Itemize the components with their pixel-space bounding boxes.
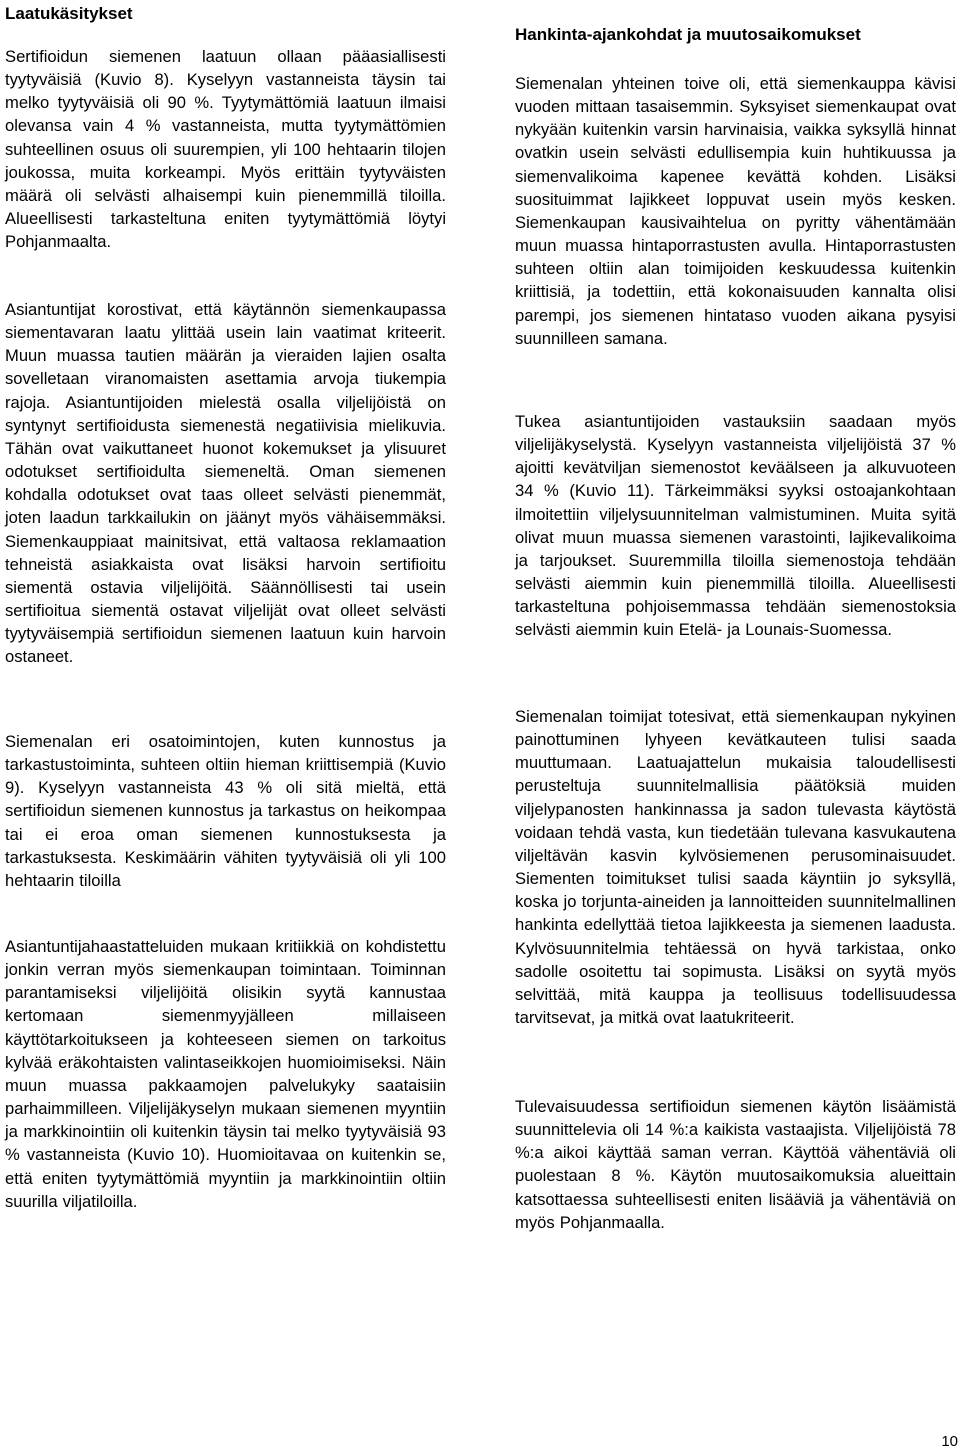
section-heading-quality: Laatukäsitykset: [5, 4, 133, 23]
paragraph: Siemenalan toimijat totesivat, että siemenkaupan nykyinen painottuminen lyhyeen kevätkauteen tulisi saada muuttumaan. Laatuajattelun mukaisia taloudellisesti perusteltuja suunnitelmallisia päätöksiä muiden viljelypanosten hankinnassa ja sadon tulevasta käytöstä voidaan tehdä vasta, kun tiedetään tulevana kasvukautena viljeltävän kasvin kylvösiemenen perusominaisuudet. Siementen toimitukset tulisi saada käyntiin jo syksyllä, koska jo torjunta-aineiden ja lannoitteiden suunnitelmallinen hankinta edellyttää tietoa lajikkeesta ja siemenen laadusta. Kylvösuunnitelmia tehtäessä on hyvä tarkistaa, onko sadolle osoitettu tai sopimusta. Lisäksi on syytä myös selvittää, mitä kauppa ja teollisuus todellisuudessa tarvitsevat, ja mitkä ovat laatukriteerit.: [515, 707, 956, 1028]
paragraph: Sertifioidun siemenen laatuun ollaan pääasiallisesti tyytyväisiä (Kuvio 8). Kyselyyn vastanneista täysin tai melko tyytyväisiä oli 90 %. Tyytymättömiä laatuun ilmaisi olevansa vain 4 % vastanneista, mutta tyytymättömien suhteellinen osuus oli suurempien, yli 100 hehtaarin tilojen joukossa, muita korkeampi. Myös erittäin tyytyväisten määrä oli selvästi alhaisempi kuin pienemmillä tiloilla. Alueellisesti tarkasteltuna eniten tyytymättömiä löytyi Pohjanmaalta.: [5, 47, 446, 252]
paragraph: Tukea asiantuntijoiden vastauksiin saadaan myös viljelijäkyselystä. Kyselyyn vastanneista viljelijöistä 37 % ajoitti kevätviljan siemenostot keväälseen ja alkuvuoteen 34 % (Kuvio 11). Tärkeimmäksi syyksi ostoajankohtaan ilmoitettiin viljelysuunnitelman valmistuminen. Muita syitä olivat muun muassa siemenen varastointi, lajikevalikoima ja tarjoukset. Suuremmilla tiloilla siemenostoja tehdään selvästi aiemmin kuin pienemmillä tiloilla. Alueellisesti tarkasteltuna pohjoisemmassa tehdään siemenostoksia selvästi aiemmin kuin Etelä- ja Lounais-Suomessa.: [515, 412, 956, 640]
page-number: 10: [941, 1433, 958, 1450]
paragraph: Siemenalan eri osatoimintojen, kuten kunnostus ja tarkastustoiminta, suhteen oltiin hieman kriittisempiä (Kuvio 9). Kyselyyn vastanneista 43 % oli sitä mieltä, että sertifioidun siemenen kunnostus ja tarkastus on heikompaa tai ei eroa oman siemenen kunnostuksesta ja tarkastuksesta. Keskimäärin vähiten tyytyväisiä oli yli 100 hehtaarin tiloilla: [5, 732, 446, 890]
paragraph: Asiantuntijahaastatteluiden mukaan kritiikkiä on kohdistettu jonkin verran myös siemenkaupan toimintaan. Toiminnan parantamiseksi viljelijöitä olisikin syytä kannustaa kertomaan siemenmyyjälleen millaiseen käyttötarkoitukseen ja kohteeseen siemen on tarkoitus kylvää eräkohtaisten valintaseikkojen huomioimiseksi. Näin muun muassa pakkaamojen palvelukyky saataisiin parhaimmilleen. Viljelijäkyselyn mukaan siemenen myyntiin ja markkinointiin oli kuitenkin täysin tai melko tyytyväisiä 93 % vastanneista (Kuvio 10). Huomioitavaa on kuitenkin se, että eniten tyytymättömiä myyntiin ja markkinointiin oltiin suurilla viljatiloilla.: [5, 937, 446, 1211]
paragraph: Siemenalan yhteinen toive oli, että siemenkauppa kävisi vuoden mittaan tasaisemmin. Syksyiset siemenkaupat ovat nykyään kuitenkin varsin harvinaisia, vaikka syksyllä hinnat ovatkin usein selvästi edullisempia kuin huhtikuussa ja siemenvalikoima kapenee kevättä kohden. Lisäksi suosituimmat lajikkeet loppuvat usein myös kesken. Siemenkaupan kausivaihtelua on pyritty vähentämään muun muassa hintaporrastusten avulla. Hintaporrastusten suhteen oltiin alan toimijoiden keskuudessa kuitenkin kriittisiä, ja todettiin, että kokonaisuuden kannalta olisi parempi, jos siemenen hintataso vuoden aikana pysyisi suunnilleen samana.: [515, 74, 956, 348]
paragraph: Tulevaisuudessa sertifioidun siemenen käytön lisäämistä suunnittelevia oli 14 %:a kaikista vastaajista. Viljelijöistä 78 %:a aikoi käyttää saman verran. Käyttöä vähentäviä oli puolestaan 8 %. Käytön muutosaikomuksia alueittain katsottaessa suhteellisesti eniten lisääviä ja vähentäviä on myös Pohjanmaalla.: [515, 1097, 956, 1232]
paragraph: Asiantuntijat korostivat, että käytännön siemenkaupassa siementavaran laatu ylittää usein lain vaatimat kriteerit. Muun muassa tautien määrän ja vieraiden lajien osalta sovelletaan viranomaisten asettamia arvoja tiukempia rajoja. Asiantuntijoiden mielestä osalla viljelijöistä on syntynyt sertifioidusta siemenestä negatiivisia mielikuvia. Tähän ovat vaikuttaneet huonot kokemukset ja ylisuuret odotukset sertifioidulta siemeneltä. Oman siemenen kohdalla odotukset ovat taas olleet selvästi pienemmät, joten laadun tarkkailukin on jäänyt myös vähäisemmäksi. Siemenkauppiaat mainitsivat, että valtaosa reklamaation tehneistä asiakkaista ovat lisäksi harvoin sertifioitu siementä ostavia viljelijöitä. Säännöllisesti tai usein sertifioitua siementä ostavat viljelijät ovat olleet selvästi tyytyväisempiä sertifioidun siemenen laatuun kuin harvoin ostaneet.: [5, 300, 446, 667]
section-heading-timing: Hankinta-ajankohdat ja muutosaikomukset: [515, 25, 861, 44]
